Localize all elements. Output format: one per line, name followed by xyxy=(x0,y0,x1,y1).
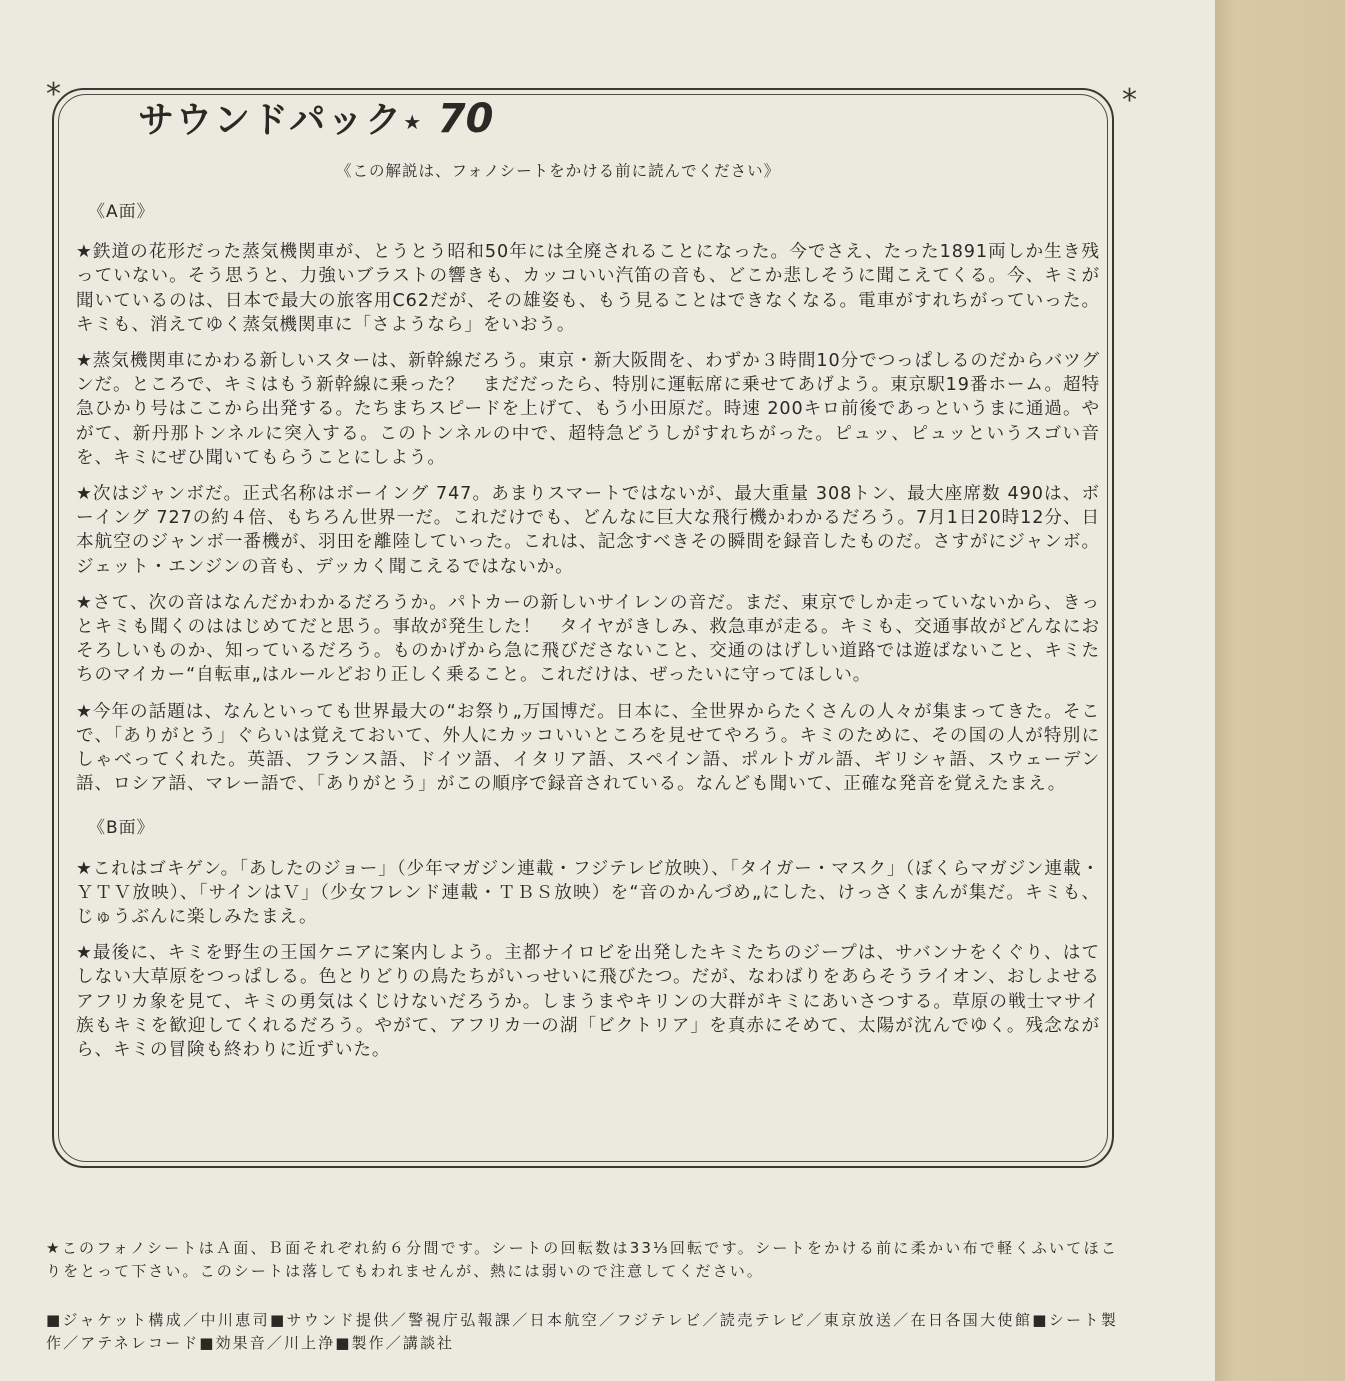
production-credits: ■ジャケット構成／中川恵司■サウンド提供／警視庁弘報課／日本航空／フジテレビ／読売テレビ／東京放送／在日各国大使館■シート製作／アテネレコード■効果音／川上浄■製作／講談社 xyxy=(46,1311,1118,1352)
side-a-paragraph-patrol-car: ★さて、次の音はなんだかわかるだろうか。パトカーの新しいサイレンの音だ。まだ、東京でしか走っていないから、きっとキミも聞くのははじめてだと思う。事故が発生した！ タイヤがきしみ、救急車が走る。キミも、交通事故がどんなにおそろしいものか、知っているだろう。ものかげから急に飛びださないこと、交通のはげしい道路では遊ばないこと、キミたちのマイカー“自転車„はルールどおり正しく乗ること。これだけは、ぜったいに守ってほしい。 xyxy=(76,592,1100,686)
title-number: 70 xyxy=(437,96,494,142)
side-b-heading: 《B面》 xyxy=(88,818,155,839)
side-a-paragraph-shinkansen: ★蒸気機関車にかわる新しいスターは、新幹線だろう。東京・新大阪間を、わずか３時間10分でつっぱしるのだからバツグンだ。ところで、キミはもう新幹線に乗った？ まだだったら、特別に運転席に乗せてあげよう。東京駅19番ホーム。超特急ひかり号はここから出発する。たちまちスピードを上げて、もう小田原だ。時速 200キロ前後であっというまに通過。やがて、新丹那トンネルに突入する。このトンネルの中で、超特急どうしがすれちがった。ピュッ、ピュッというスゴい音を、キミにぜひ聞いてもらうことにしよう。 xyxy=(76,351,1100,468)
cardboard-backing xyxy=(1215,0,1345,1381)
side-a-heading: 《A面》 xyxy=(88,202,155,222)
side-b-paragraph-kenya: ★最後に、キミを野生の王国ケニアに案内しよう。主都ナイロビを出発したキミたちのジープは、サバンナをくぐり、はてしない大草原をつっぱしる。色とりどりの鳥たちがいっせいに飛びたつ。だが、なわばりをあらそうライオン、おしよせるアフリカ象を見て、キミの勇気はくじけないだろうか。しまうまやキリンの大群がキミにあいさつする。草原の戦士マサイ族もキミを歓迎してくれるだろう。やがて、アフリカ一の湖「ビクトリア」を真赤にそめて、太陽が沈んでゆく。残念ながら、キミの冒険も終わりに近ずいた。 xyxy=(76,943,1100,1061)
reading-note: 《この解説は、フォノシートをかける前に読んでください》 xyxy=(336,162,781,180)
asterisk-ornament-left: * xyxy=(46,77,61,112)
title-text: サウンドパック xyxy=(138,100,404,141)
liner-notes-body xyxy=(76,200,1100,1074)
side-a-paragraph-jumbo-jet: ★次はジャンボだ。正式名称はボーイング 747。あまりスマートではないが、最大重量 308トン、最大座席数 490は、ボーイング 727の約４倍、もちろん世界一だ。これだけでも、どんなに巨大な飛行機かわかるだろう。7月1日20時12分、日本航空のジャンボ一番機が、羽田を離陸していった。これは、記念すべきその瞬間を録音したものだ。さすがにジャンボ。ジェット・エンジンの音も、デッカく聞こえるではないか。 xyxy=(76,484,1100,577)
title-star-icon: ★ xyxy=(403,110,424,134)
asterisk-ornament-right: * xyxy=(1122,83,1137,118)
side-a-paragraph-steam-locomotive: ★鉄道の花形だった蒸気機関車が、とうとう昭和50年には全廃されることになった。今でさえ、たった1891両しか生き残っていない。そう思うと、力強いブラストの響きも、カッコいい汽笛の音も、どこか悲しそうに聞こえてくる。今、キミが聞いているのは、日本で最大の旅客用C62だが、その雄姿も、もう見ることはできなくなる。電車がすれちがっていった。キミも、消えてゆく蒸気機関車に「さようなら」をいおう。 xyxy=(76,242,1100,335)
side-b-paragraph-manga: ★これはゴキゲン。「あしたのジョー」（少年マガジン連載・フジテレビ放映）、「タイガー・マスク」（ぼくらマガジン連載・ＹＴＶ放映）、「サインはＶ」（少女フレンド連載・ＴＢＳ放映）を“音のかんづめ„にした、けっさくまんが集だ。キミも、じゅうぶんに楽しみたまえ。 xyxy=(76,858,1100,928)
sheet-care-note: ★このフォノシートはＡ面、Ｂ面それぞれ約６分間です。シートの回転数は33⅓回転です。シートをかける前に柔かい布で軽くふいてほこりをとって下さい。このシートは落してもわれませんが、熱には弱いので注意してください。 xyxy=(46,1239,1118,1280)
side-a-paragraph-expo: ★今年の話題は、なんといっても世界最大の“お祭り„万国博だ。日本に、全世界からたくさんの人々が集まってきた。そこで、「ありがとう」ぐらいは覚えておいて、外人にカッコいいところを見せてやろう。キミのために、その国の人が特別にしゃべってくれた。英語、フランス語、ドイツ語、イタリア語、スペイン語、ポルトガル語、ギリシャ語、スウェーデン語、ロシア語、マレー語で、「ありがとう」がこの順序で録音されている。なんども聞いて、正確な発音を覚えたまえ。 xyxy=(76,701,1100,795)
page-title xyxy=(138,92,493,143)
